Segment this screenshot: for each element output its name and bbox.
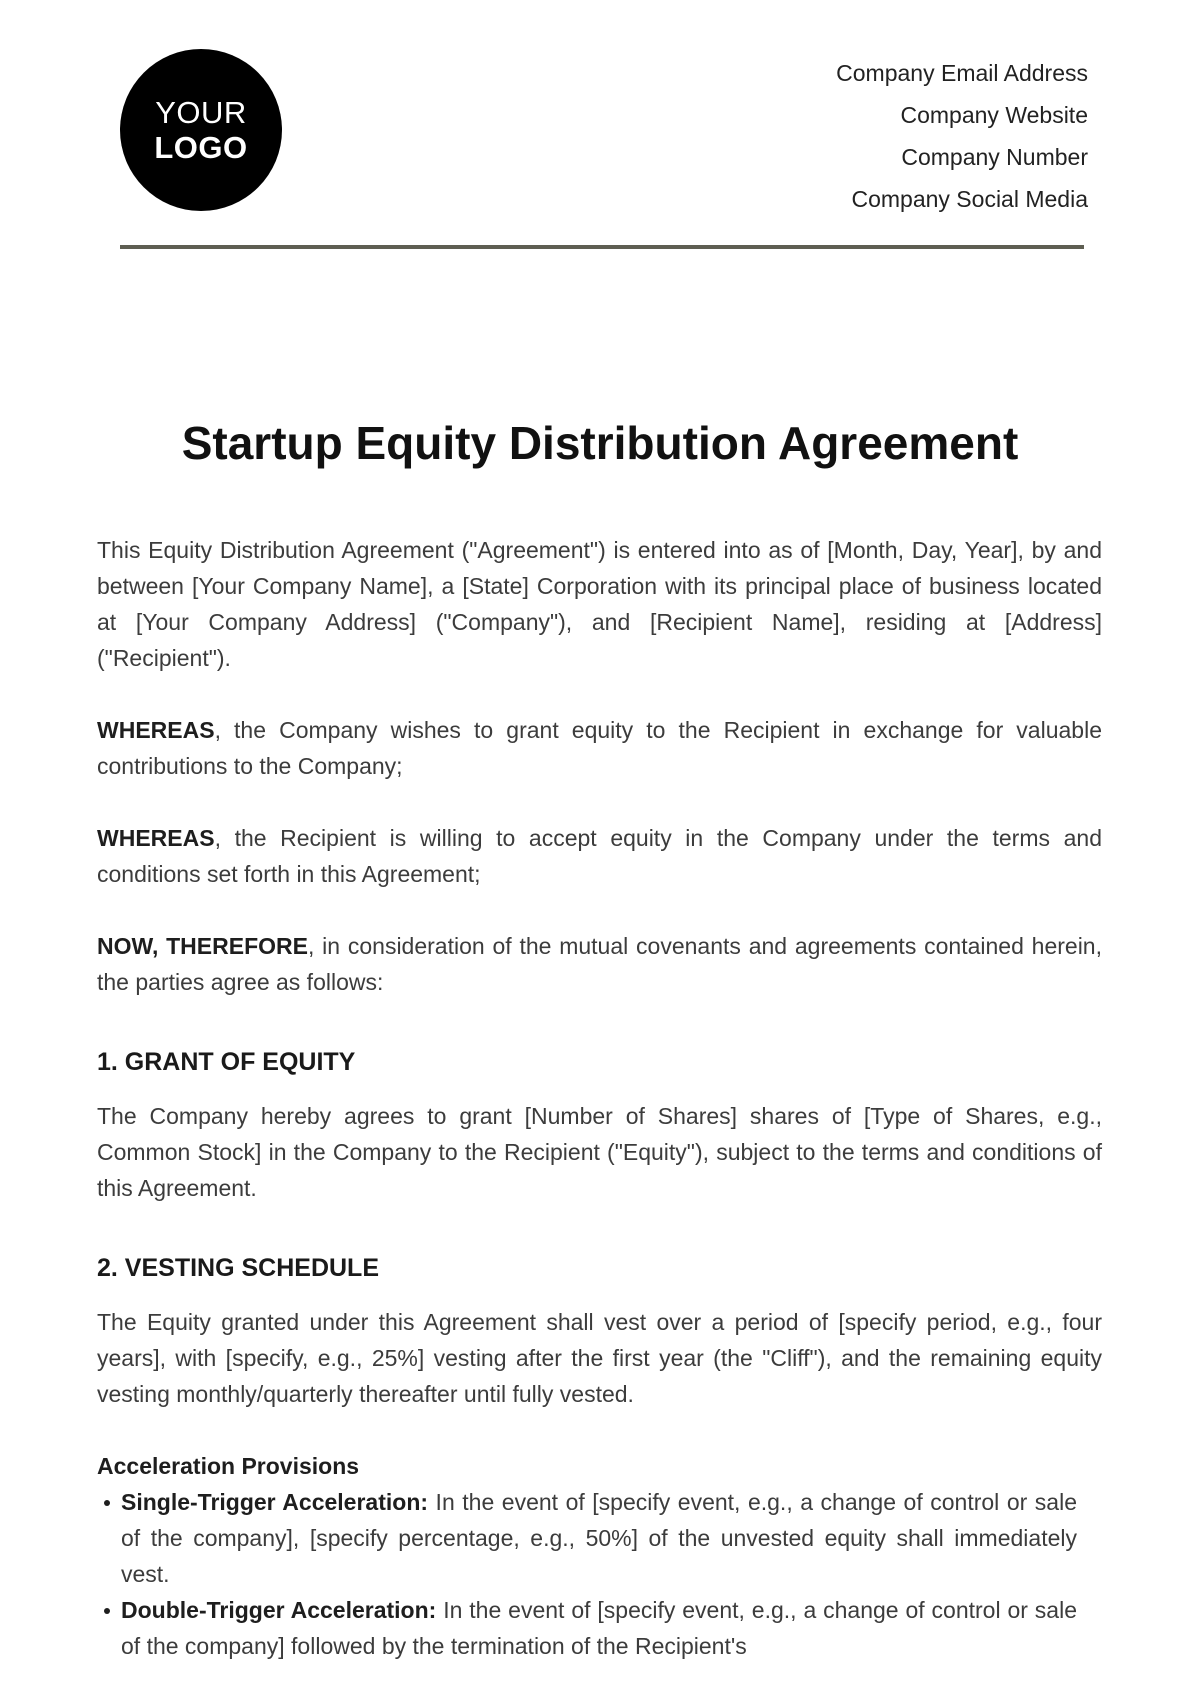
- logo-text-bottom: LOGO: [154, 130, 248, 165]
- section-body-vesting-schedule: The Equity granted under this Agreement shall vest over a period of [specify period, e.g., four years], with [specify, e.g., 25%] vesting after the first year (the "Cliff"), and the remaining equity vesting monthly/quarterly thereafter until fully vested.: [97, 1309, 1102, 1407]
- bullet-text: In the event of [specify event, e.g., a change of control or sale of the company], [specify percentage, e.g., 50%] of the unvested equity shall immediately vest.: [121, 1489, 1077, 1587]
- company-website: Company Website: [900, 102, 1088, 128]
- recital-lead: WHEREAS: [97, 825, 215, 851]
- logo-text-top: YOUR: [155, 95, 247, 130]
- bullet-term: Single-Trigger Acceleration:: [121, 1489, 429, 1515]
- company-contact-block: [836, 52, 1088, 220]
- company-number: Company Number: [901, 144, 1088, 170]
- company-logo: [120, 49, 282, 211]
- bullet-icon: [104, 1608, 110, 1614]
- bullet-term: Double-Trigger Acceleration:: [121, 1597, 437, 1623]
- subheading-acceleration-provisions: Acceleration Provisions: [97, 1453, 360, 1479]
- section-heading-grant-of-equity: 1. GRANT OF EQUITY: [97, 1048, 356, 1076]
- recital-paragraph: [97, 820, 1102, 892]
- bullet-text: In the event of [specify event, e.g., a change of control or sale of the company] followed by the termination of the Recipient's: [121, 1597, 1078, 1659]
- company-email: Company Email Address: [836, 60, 1088, 86]
- acceleration-list: [97, 1484, 1102, 1664]
- section-heading-vesting-schedule: 2. VESTING SCHEDULE: [97, 1254, 379, 1282]
- list-item: [97, 1484, 1077, 1592]
- recital-text: , the Company wishes to grant equity to the Recipient in exchange for valuable contributions to the Company;: [97, 717, 1102, 779]
- recital-lead: NOW, THEREFORE: [97, 933, 308, 959]
- recital-paragraph: [97, 712, 1102, 784]
- recital-text: , in consideration of the mutual covenants and agreements contained herein, the parties agree as follows:: [97, 933, 1102, 995]
- intro-paragraph: This Equity Distribution Agreement ("Agreement") is entered into as of [Month, Day, Year], by and between [Your Company Name], a [State] Corporation with its principal place of business located at [Your Company Address] ("Company"), and [Recipient Name], residing at [Address] ("Recipient").: [97, 537, 1102, 671]
- document-body: [97, 532, 1102, 1664]
- company-social-media: Company Social Media: [851, 186, 1088, 212]
- recital-text: , the Recipient is willing to accept equity in the Company under the terms and conditions set forth in this Agreement;: [97, 825, 1102, 887]
- list-item: [97, 1592, 1077, 1664]
- bullet-icon: [104, 1500, 110, 1506]
- recital-paragraph: [97, 928, 1102, 1000]
- document-title: Startup Equity Distribution Agreement: [181, 417, 1019, 469]
- recital-lead: WHEREAS: [97, 717, 215, 743]
- section-body-grant-of-equity: The Company hereby agrees to grant [Number of Shares] shares of [Type of Shares, e.g., Common Stock] in the Company to the Recipient ("Equity"), subject to the terms and conditions of this Agreement.: [97, 1103, 1102, 1201]
- header-divider: [120, 245, 1084, 249]
